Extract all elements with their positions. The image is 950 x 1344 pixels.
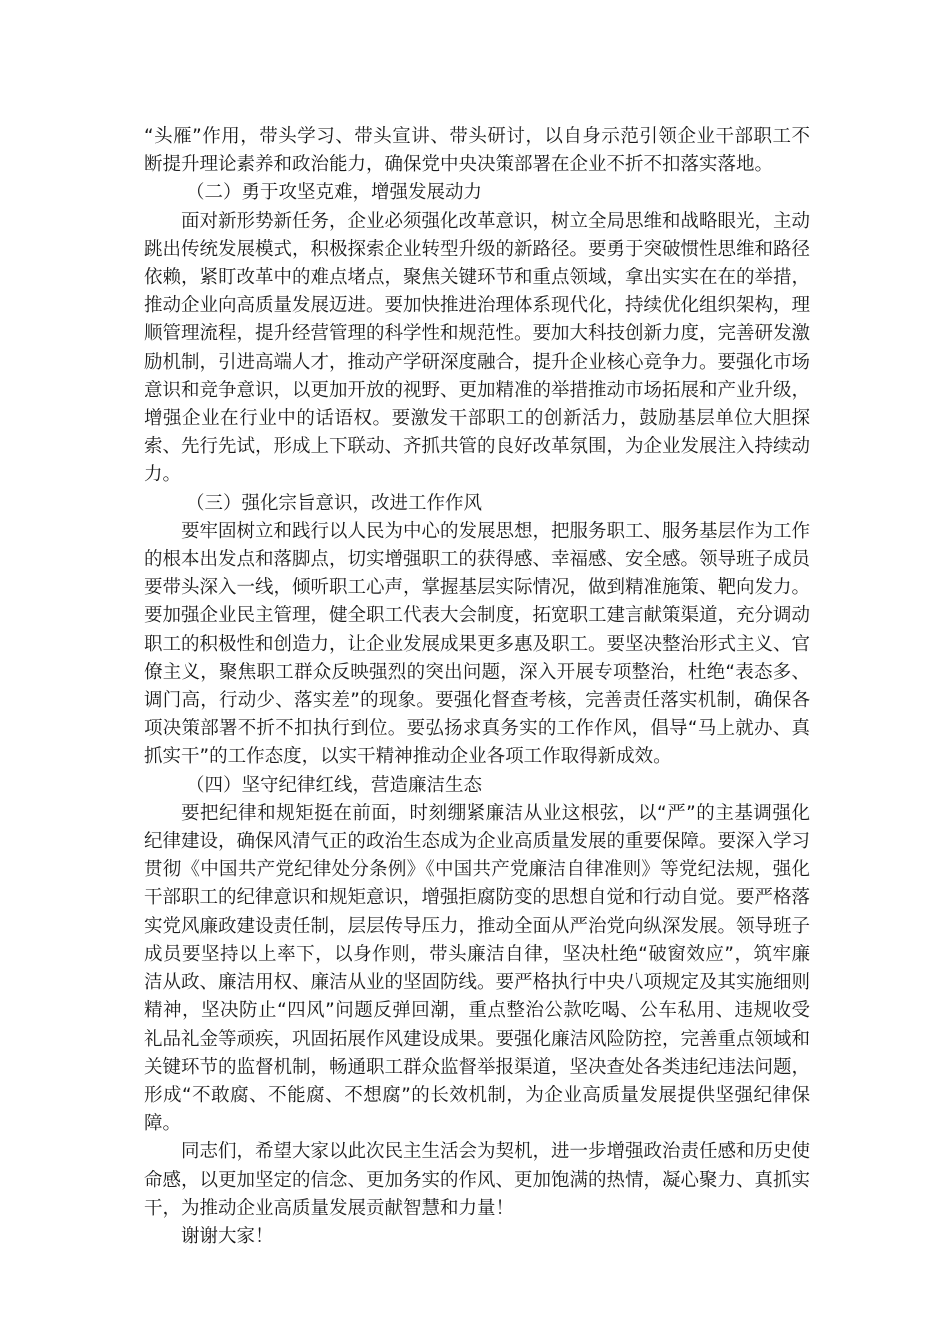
- paragraph-section-3: 要牢固树立和践行以人民为中心的发展思想，把服务职工、服务基层作为工作的根本出发点和落脚点，切实增强职工的获得感、幸福感、安全感。领导班子成员要带头深入一线，倾听职工心声，掌握基层实际情况，做到精准施策、靶向发力。要加强企业民主管理，健全职工代表大会制度，拓宽职工建言献策渠道，充分调动职工的积极性和创造力，让企业发展成果更多惠及职工。要坚决整治形式主义、官僚主义，聚焦职工群众反映强烈的突出问题，深入开展专项整治，杜绝“表态多、调门高，行动少、落实差”的现象。要强化督查考核，完善责任落实机制，确保各项决策部署不折不扣执行到位。要弘扬求真务实的工作作风，倡导“马上就办、真抓实干”的工作态度，以实干精神推动企业各项工作取得新成效。: [144, 520, 811, 768]
- paragraph-opening-continuation: “头雁”作用，带头学习、带头宣讲、带头研讨，以自身示范引领企业干部职工不断提升理论素养和政治能力，确保党中央决策部署在企业不折不扣落实落地。: [144, 126, 810, 176]
- paragraph-section-4: 要把纪律和规矩挺在前面，时刻绷紧廉洁从业这根弦，以“严”的主基调强化纪律建设，确保风清气正的政治生态成为企业高质量发展的重要保障。要深入学习贯彻《中国共产党纪律处分条例》《中国共产党廉洁自律准则》等党纪法规，强化干部职工的纪律意识和规矩意识，增强拒腐防变的思想自觉和行动自觉。要严格落实党风廉政建设责任制，层层传导压力，推动全面从严治党向纵深发展。领导班子成员要坚持以上率下，以身作则，带头廉洁自律，坚决杜绝“破窗效应”，筑牢廉洁从政、廉洁用权、廉洁从业的坚固防线。要严格执行中央八项规定及其实施细则精神，坚决防止“四风”问题反弹回潮，重点整治公款吃喝、公车私用、违规收受礼品礼金等顽疾，巩固拓展作风建设成果。要强化廉洁风险防控，完善重点领域和关键环节的监督机制，畅通职工群众监督举报渠道，坚决查处各类违纪违法问题，形成“不敢腐、不能腐、不想腐”的长效机制，为企业高质量发展提供坚强纪律保障。: [144, 802, 811, 1135]
- paragraph-thanks: 谢谢大家！: [181, 1225, 274, 1247]
- section-heading-2: （二）勇于攻坚克难，增强发展动力: [186, 182, 483, 204]
- paragraph-section-2: 面对新形势新任务，企业必须强化改革意识，树立全局思维和战略眼光，主动跳出传统发展模式，积极探索企业转型升级的新路径。要勇于突破惯性思维和路径依赖，紧盯改革中的难点堵点，聚焦关键环节和重点领域，拿出实实在在的举措，推动企业向高质量发展迈进。要加快推进治理体系现代化，持续优化组织架构，理顺管理流程，提升经营管理的科学性和规范性。要加大科技创新力度，完善研发激励机制，引进高端人才，推动产学研深度融合，提升企业核心竞争力。要强化市场意识和竞争意识，以更加开放的视野、更加精准的举措推动市场拓展和产业升级，增强企业在行业中的话语权。要激发干部职工的创新活力，鼓励基层单位大胆探索、先行先试，形成上下联动、齐抓共管的良好改革氛围，为企业发展注入持续动力。: [144, 210, 811, 486]
- document-body: [144, 123, 810, 1251]
- section-heading-3: （三）强化宗旨意识，改进工作作风: [186, 492, 483, 514]
- section-heading-4: （四）坚守纪律红线，营造廉洁生态: [186, 774, 483, 796]
- paragraph-closing: 同志们，希望大家以此次民主生活会为契机，进一步增强政治责任感和历史使命感，以更加坚定的信念、更加务实的作风、更加饱满的热情，凝心聚力、真抓实干，为推动企业高质量发展贡献智慧和力量！: [144, 1141, 811, 1219]
